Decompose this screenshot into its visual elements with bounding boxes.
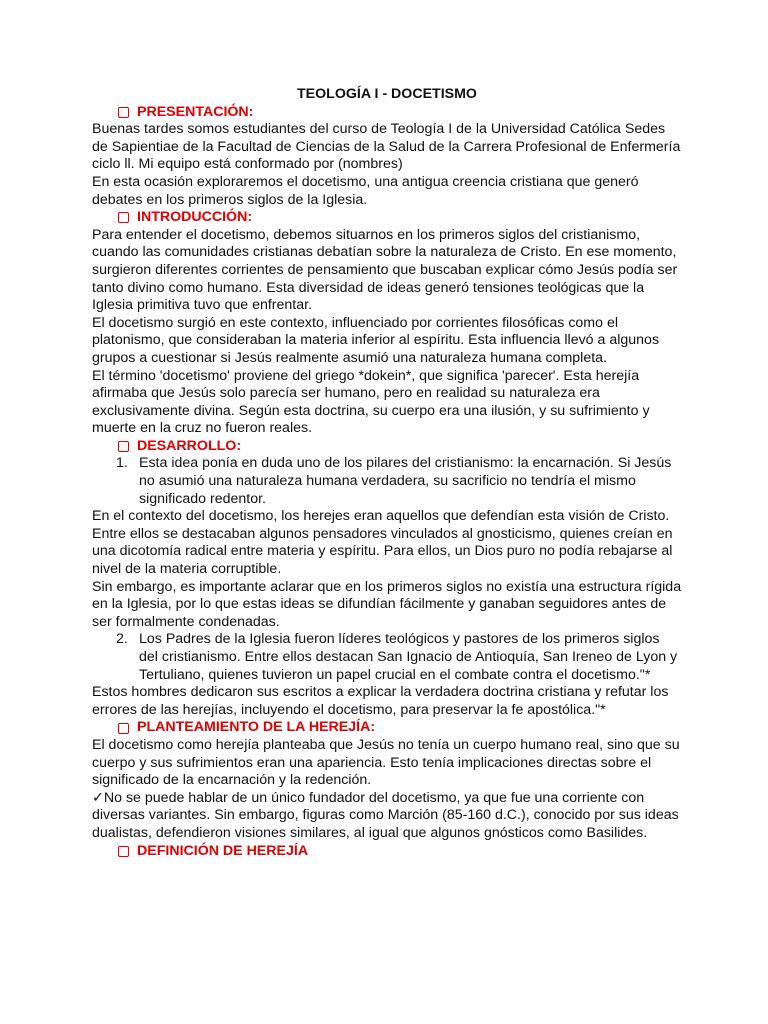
heading-label: INTRODUCCIÓN: <box>137 209 253 226</box>
paragraph: En esta ocasión exploraremos el docetismo, una antigua creencia cristiana que generó debates en los primeros siglos de la Iglesia. <box>92 173 639 208</box>
list-number: 1. <box>116 455 128 472</box>
checkbox-icon <box>118 723 129 734</box>
heading-label: PLANTEAMIENTO DE LA HEREJÍA: <box>137 719 376 736</box>
paragraph: Para entender el docetismo, debemos situarnos en los primeros siglos del cristianismo, cuando las comunidades cristianas debatían sobre la naturaleza de Cristo. En ese momento, surgieron diferentes corrientes de pensamiento que buscaban explicar cómo Jesús podía ser tanto divino como humano. Esta diversidad de ideas generó tensiones teológicas que la Iglesia primitiva tuvo que enfrentar. <box>92 226 678 314</box>
paragraph: El término 'docetismo' proviene del griego *dokein*, que significa 'parecer'. Esta herejía afirmaba que Jesús solo parecía ser humano, pero en realidad su naturaleza era exclusivamente divina. Según esta doctrina, su cuerpo era una ilusión, y su sufrimiento y muerte en la cruz no fueron reales. <box>92 367 650 437</box>
heading-introduccion <box>118 209 682 227</box>
heading-label: DESARROLLO: <box>137 437 242 454</box>
heading-desarrollo <box>118 438 682 456</box>
heading-presentacion <box>118 104 682 122</box>
list-number: 2. <box>116 631 128 648</box>
heading-label: DEFINICIÓN DE HEREJÍA <box>137 842 309 859</box>
list-item <box>116 455 682 508</box>
paragraph: Buenas tardes somos estudiantes del curso de Teología I de la Universidad Católica Sedes de Sapientiae de la Facultad de Ciencias de la Salud de la Carrera Profesional de Enfermería ciclo ll. Mi equipo está conformado por (nombres) <box>92 121 681 173</box>
paragraph: El docetismo como herejía planteaba que Jesús no tenía un cuerpo humano real, sino que su cuerpo y sus sufrimientos eran una apariencia. Esto tenía implicaciones directas sobre el significado de la encarnación y la redención. <box>92 736 680 789</box>
paragraph: Estos hombres dedicaron sus escritos a explicar la verdadera doctrina cristiana y refutar los errores de las herejías, incluyendo el docetismo, para preservar la fe apostólica."* <box>92 684 669 718</box>
paragraph: El docetismo surgió en este contexto, influenciado por corrientes filosóficas como el platonismo, que consideraban la materia inferior al espíritu. Esta influencia llevó a algunos grupos a cuestionar si Jesús realmente asumió una naturaleza humana completa. <box>92 314 660 366</box>
heading-planteamiento <box>118 719 682 737</box>
checkbox-icon <box>118 846 129 857</box>
paragraph: ✓No se puede hablar de un único fundador del docetismo, ya que fue una corriente con diversas variantes. Sin embargo, figuras como Marción (85-160 d.C.), conocido por sus ideas dualistas, defendieron visiones similares, al igual que algunos gnósticos como Basilides. <box>92 789 679 841</box>
heading-definicion <box>118 843 682 861</box>
list-item-text: Esta idea ponía en duda uno de los pilares del cristianismo: la encarnación. Si Jesús no asumió una naturaleza humana verdadera, su sacrificio no tendría el mismo significado redentor. <box>139 455 672 507</box>
list-item <box>116 631 682 684</box>
document-body <box>92 86 682 860</box>
paragraph: Sin embargo, es importante aclarar que en los primeros siglos no existía una estructura rígida en la Iglesia, por lo que estas ideas se difundían fácilmente y ganaban seguidores antes de ser formalmente condenadas. <box>92 578 682 630</box>
document-title: TEOLOGÍA I - DOCETISMO <box>297 86 477 102</box>
checkbox-icon <box>118 212 129 223</box>
checkbox-icon <box>118 107 129 118</box>
list-item-text: Los Padres de la Iglesia fueron líderes teológicos y pastores de los primeros siglos del cristianismo. Entre ellos destacan San Ignacio de Antioquía, San Ireneo de Lyon y Tertuliano, quienes tuvieron un papel crucial en el combate contra el docetismo."* <box>139 631 678 683</box>
checkbox-icon <box>118 441 129 452</box>
heading-label: PRESENTACIÓN: <box>137 103 254 120</box>
paragraph: En el contexto del docetismo, los herejes eran aquellos que defendían esta visión de Cristo. Entre ellos se destacaban algunos pensadores vinculados al gnosticismo, quienes creían en una dicotomía radical entre materia y espíritu. Para ellos, un Dios puro no podía rebajarse al nivel de la materia corruptible. <box>92 508 673 578</box>
